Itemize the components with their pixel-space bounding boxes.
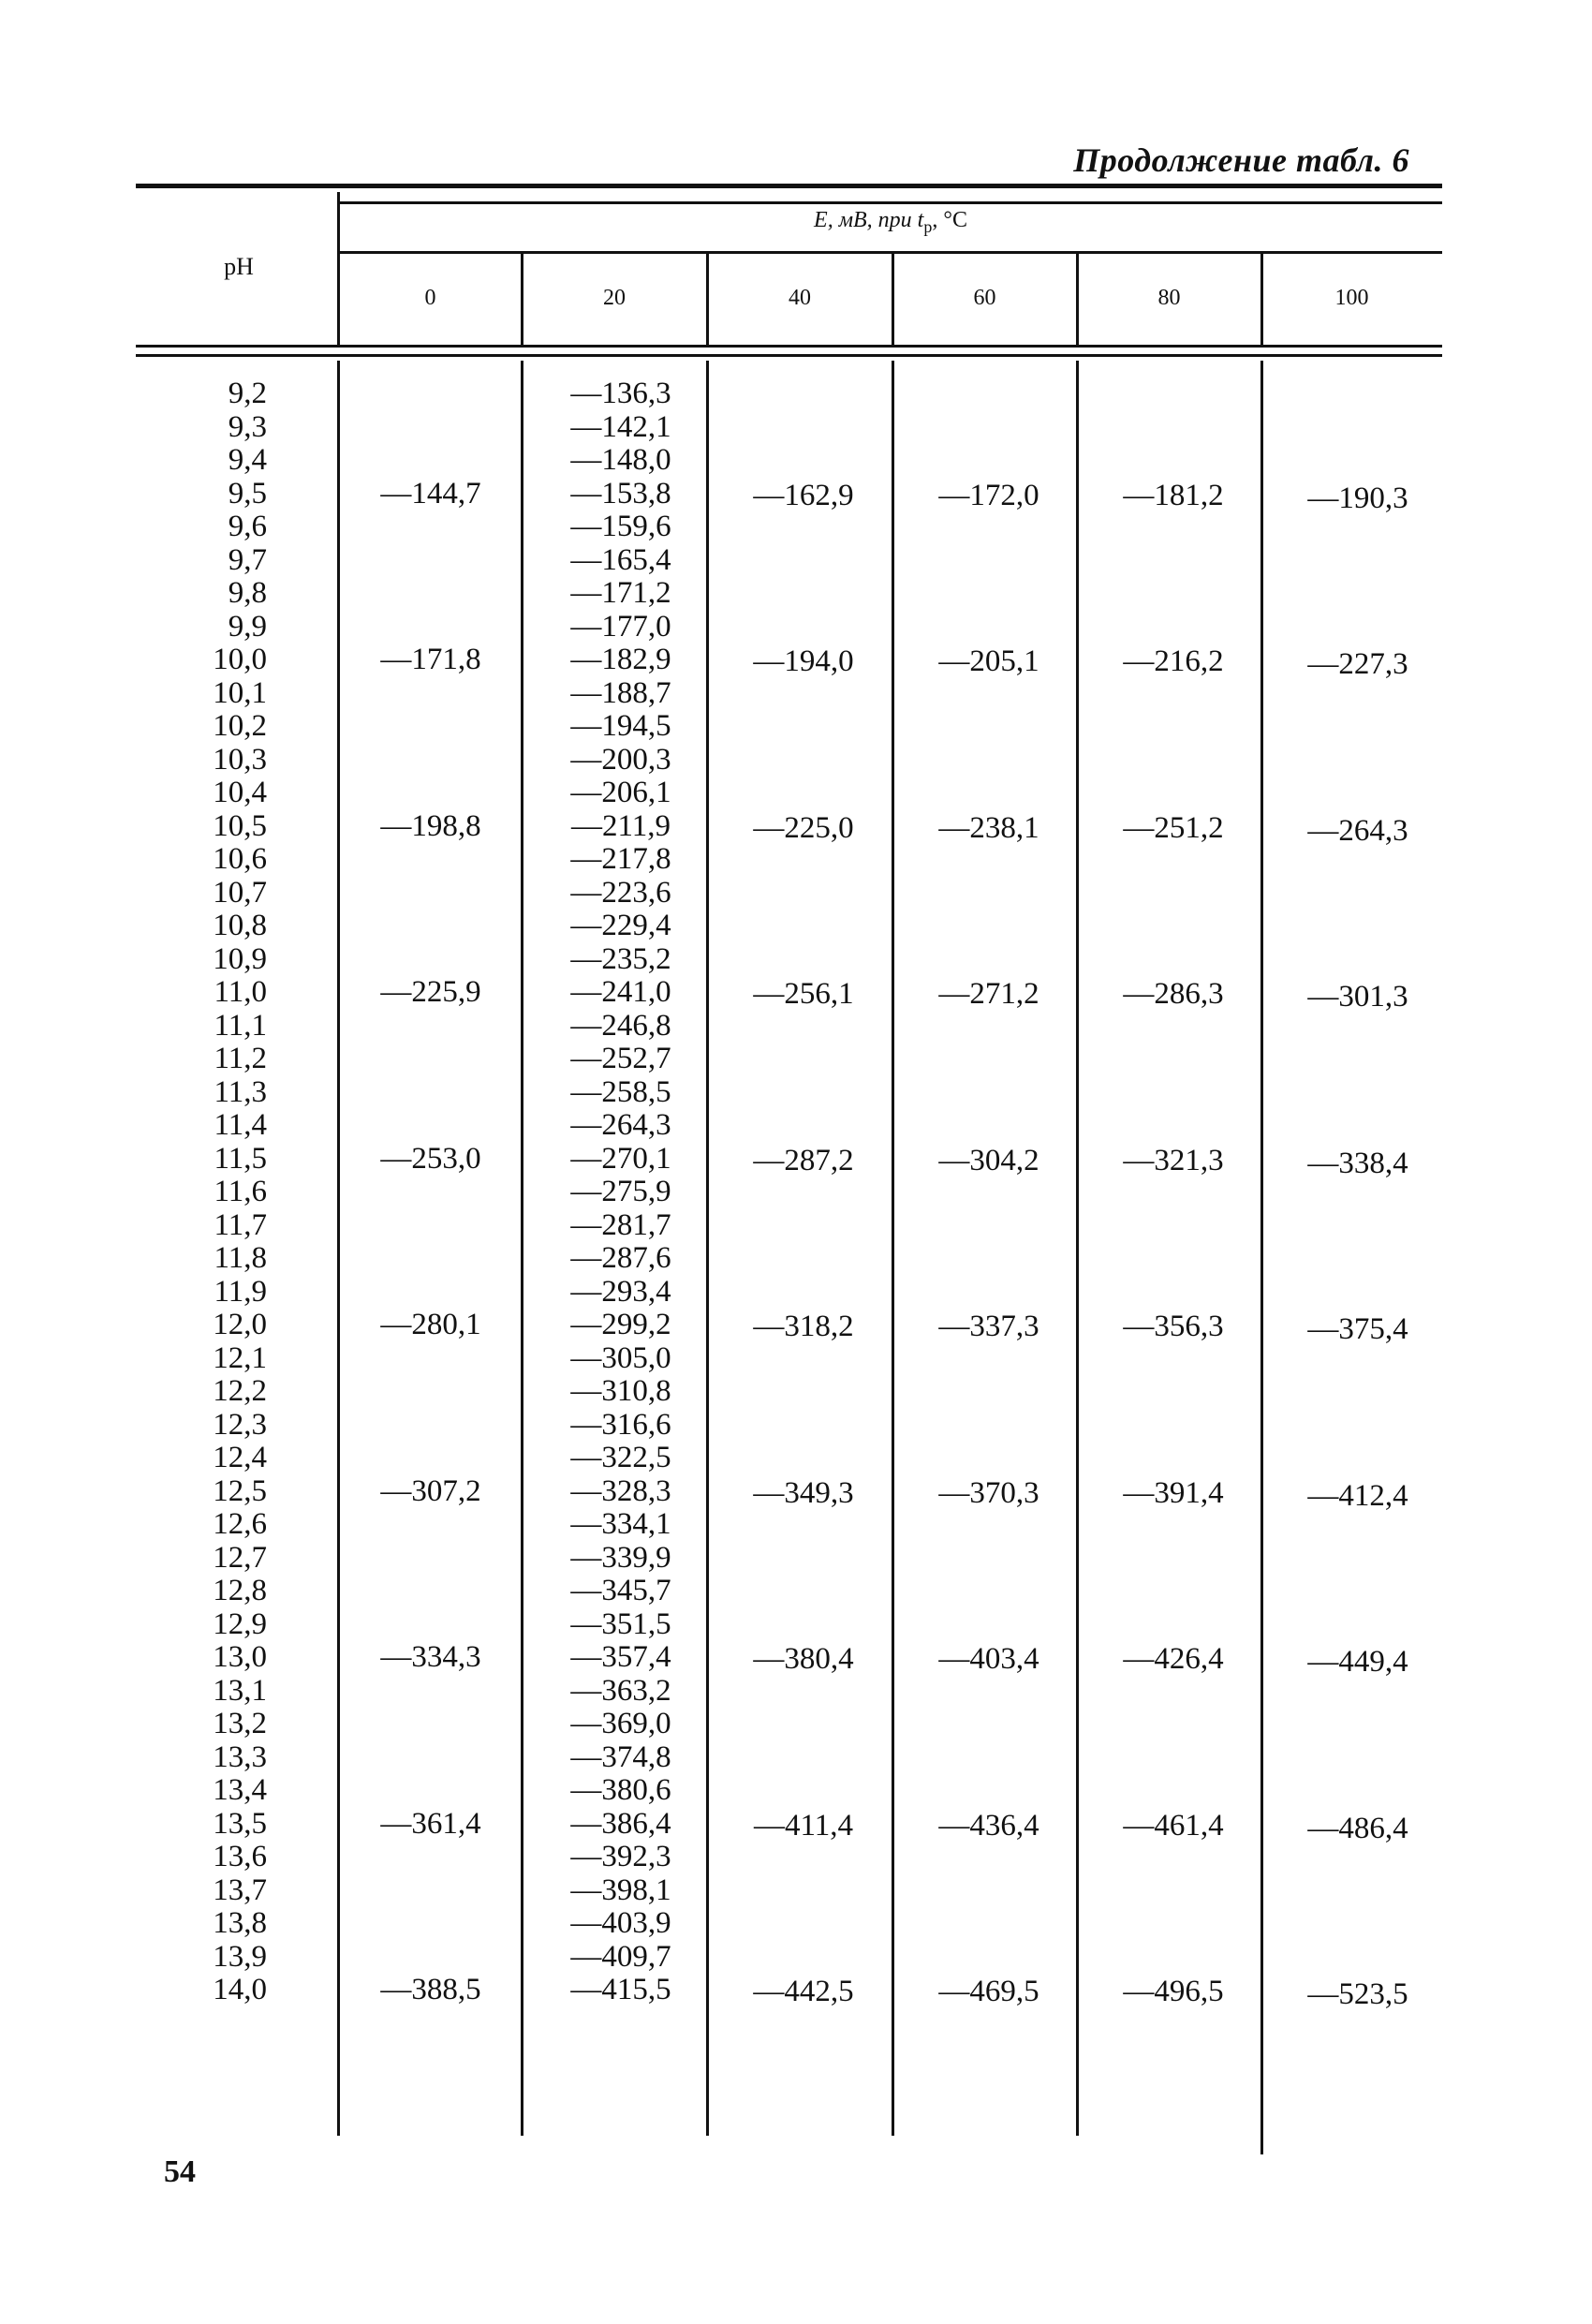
value-60c: —238,1 <box>938 810 1039 845</box>
value-20c: —188,7 <box>570 675 671 710</box>
value-0c: —280,1 <box>380 1308 481 1341</box>
body-separator <box>892 361 894 2136</box>
value-20c: —206,1 <box>570 776 671 809</box>
ph-value: 10,2 <box>213 709 267 743</box>
value-20c: —299,2 <box>570 1308 671 1341</box>
value-80c: —496,5 <box>1123 1975 1224 2008</box>
ph-value: 14,0 <box>213 1973 267 2006</box>
ph-value: 12,9 <box>213 1606 267 1641</box>
value-20c: —386,4 <box>570 1806 671 1841</box>
value-20c: —334,1 <box>570 1507 671 1541</box>
ph-value: 12,3 <box>213 1407 267 1442</box>
value-20c: —223,6 <box>570 875 671 910</box>
value-20c: —403,9 <box>570 1906 671 1940</box>
ph-value: 10,3 <box>213 742 267 777</box>
header-separator <box>892 251 894 345</box>
ph-value: 13,5 <box>213 1806 267 1841</box>
value-40c: —256,1 <box>753 977 854 1011</box>
top-rule <box>136 184 1442 188</box>
value-20c: —339,9 <box>570 1540 671 1575</box>
value-20c: —345,7 <box>570 1574 671 1607</box>
value-20c: —310,8 <box>570 1374 671 1408</box>
header-separator <box>337 192 340 345</box>
value-20c: —182,9 <box>570 643 671 676</box>
value-60c: —337,3 <box>938 1310 1039 1343</box>
value-20c: —148,0 <box>570 443 671 477</box>
value-20c: —392,3 <box>570 1840 671 1873</box>
ph-value: 9,9 <box>228 609 267 644</box>
value-80c: —426,4 <box>1123 1642 1224 1676</box>
ph-value: 12,5 <box>213 1473 267 1508</box>
value-20c: —153,8 <box>570 476 671 511</box>
temperature-header-80: 80 <box>1157 286 1181 310</box>
ph-value: 12,8 <box>213 1574 267 1607</box>
ph-value: 12,4 <box>213 1441 267 1474</box>
value-20c: —316,6 <box>570 1407 671 1442</box>
value-20c: —322,5 <box>570 1441 671 1474</box>
ph-value: 11,7 <box>214 1207 267 1242</box>
ph-header-label: pH <box>224 253 254 280</box>
value-60c: —205,1 <box>938 644 1039 678</box>
ph-value: 10,4 <box>213 776 267 809</box>
header-rule-2 <box>136 354 1442 357</box>
ph-value: 9,7 <box>228 542 267 577</box>
body-separator <box>337 361 340 2136</box>
value-0c: —171,8 <box>380 643 481 676</box>
ph-header <box>140 253 337 281</box>
value-20c: —369,0 <box>570 1707 671 1740</box>
header-separator <box>1260 251 1263 345</box>
value-100c: —264,3 <box>1307 813 1408 848</box>
value-80c: —251,2 <box>1123 810 1224 845</box>
value-80c: —356,3 <box>1123 1310 1224 1343</box>
ph-value: 9,5 <box>228 476 267 511</box>
value-100c: —449,4 <box>1307 1645 1408 1679</box>
ph-value: 13,8 <box>213 1906 267 1940</box>
header-rule-1 <box>136 345 1442 348</box>
value-40c: —194,0 <box>753 644 854 678</box>
ph-value: 9,4 <box>228 443 267 477</box>
value-100c: —301,3 <box>1307 980 1408 1014</box>
value-40c: —380,4 <box>753 1642 854 1676</box>
value-0c: —225,9 <box>380 975 481 1009</box>
header-separator <box>706 251 709 345</box>
value-20c: —281,7 <box>570 1207 671 1242</box>
value-20c: —328,3 <box>570 1473 671 1508</box>
ph-value: 11,2 <box>214 1042 267 1075</box>
value-20c: —305,0 <box>570 1340 671 1375</box>
body-separator <box>521 361 523 2136</box>
value-20c: —264,3 <box>570 1108 671 1142</box>
group-header <box>339 208 1442 237</box>
value-20c: —246,8 <box>570 1008 671 1043</box>
ph-value: 11,0 <box>214 975 267 1009</box>
ph-value: 10,8 <box>213 909 267 942</box>
value-20c: —159,6 <box>570 510 671 543</box>
value-20c: —136,3 <box>570 377 671 410</box>
ph-value: 9,8 <box>228 576 267 610</box>
ph-value: 13,6 <box>213 1840 267 1873</box>
body-separator <box>1076 361 1079 2136</box>
value-40c: —349,3 <box>753 1475 854 1510</box>
value-100c: —375,4 <box>1307 1312 1408 1346</box>
value-100c: —486,4 <box>1307 1811 1408 1845</box>
group-rule-top <box>339 201 1442 204</box>
value-20c: —217,8 <box>570 842 671 876</box>
ph-value: 10,1 <box>213 675 267 710</box>
value-20c: —229,4 <box>570 909 671 942</box>
ph-value: 11,8 <box>214 1241 267 1275</box>
value-80c: —391,4 <box>1123 1475 1224 1510</box>
ph-value: 13,2 <box>213 1707 267 1740</box>
ph-value: 12,0 <box>213 1308 267 1341</box>
ph-value: 13,4 <box>213 1773 267 1807</box>
temperature-header-40: 40 <box>789 286 811 310</box>
value-80c: —461,4 <box>1123 1808 1224 1843</box>
ph-value: 12,2 <box>213 1374 267 1408</box>
ph-value: 9,3 <box>228 409 267 444</box>
value-20c: —351,5 <box>570 1606 671 1641</box>
value-60c: —469,5 <box>938 1975 1039 2008</box>
ph-value: 11,1 <box>214 1008 267 1043</box>
table-caption: Продолжение табл. 6 <box>1073 141 1409 179</box>
value-20c: —165,4 <box>570 542 671 577</box>
ph-value: 11,9 <box>214 1274 267 1309</box>
value-80c: —286,3 <box>1123 977 1224 1011</box>
ph-value: 13,7 <box>213 1873 267 1907</box>
header-separator <box>521 251 523 345</box>
value-20c: —211,9 <box>570 808 671 843</box>
value-0c: —307,2 <box>380 1473 481 1508</box>
ph-value: 9,6 <box>228 510 267 543</box>
value-20c: —363,2 <box>570 1673 671 1708</box>
value-60c: —436,4 <box>938 1808 1039 1843</box>
value-0c: —198,8 <box>380 808 481 843</box>
value-20c: —275,9 <box>570 1175 671 1208</box>
temperature-header-100: 100 <box>1334 286 1369 310</box>
value-60c: —304,2 <box>938 1143 1039 1177</box>
page-number: 54 <box>164 2154 196 2189</box>
value-0c: —361,4 <box>380 1806 481 1841</box>
value-20c: —409,7 <box>570 1939 671 1974</box>
group-header-label: E, мВ, при t <box>814 208 924 232</box>
value-0c: —253,0 <box>380 1141 481 1176</box>
temperature-header-60: 60 <box>973 286 996 310</box>
value-40c: —318,2 <box>753 1310 854 1343</box>
value-0c: —144,7 <box>380 476 481 511</box>
group-header-unit: , °C <box>932 208 967 232</box>
value-100c: —338,4 <box>1307 1146 1408 1180</box>
ph-value: 13,0 <box>213 1640 267 1674</box>
value-60c: —271,2 <box>938 977 1039 1011</box>
ph-value: 11,5 <box>214 1141 267 1176</box>
value-100c: —412,4 <box>1307 1478 1408 1513</box>
group-header-sub: р <box>923 216 933 236</box>
value-80c: —181,2 <box>1123 478 1224 512</box>
value-20c: —177,0 <box>570 609 671 644</box>
value-80c: —216,2 <box>1123 644 1224 678</box>
temperature-header-0: 0 <box>424 286 436 310</box>
value-60c: —370,3 <box>938 1475 1039 1510</box>
value-0c: —334,3 <box>380 1640 481 1674</box>
ph-value: 13,1 <box>213 1673 267 1708</box>
value-0c: —388,5 <box>380 1973 481 2006</box>
ph-value: 11,6 <box>214 1175 267 1208</box>
value-40c: —225,0 <box>753 810 854 845</box>
temperature-header-20: 20 <box>603 286 626 310</box>
body-separator <box>1260 361 1263 2154</box>
ph-value: 10,9 <box>213 941 267 976</box>
ph-value: 13,3 <box>213 1739 267 1774</box>
ph-value: 13,9 <box>213 1939 267 1974</box>
ph-value: 9,2 <box>228 377 267 410</box>
ph-value: 10,6 <box>213 842 267 876</box>
value-100c: —190,3 <box>1307 481 1408 515</box>
value-20c: —171,2 <box>570 576 671 610</box>
value-20c: —200,3 <box>570 742 671 777</box>
value-20c: —194,5 <box>570 709 671 743</box>
ph-value: 10,7 <box>213 875 267 910</box>
value-20c: —270,1 <box>570 1141 671 1176</box>
value-80c: —321,3 <box>1123 1143 1224 1177</box>
group-rule-bottom <box>339 251 1442 254</box>
value-20c: —252,7 <box>570 1042 671 1075</box>
value-20c: —287,6 <box>570 1241 671 1275</box>
value-40c: —162,9 <box>753 478 854 512</box>
value-20c: —241,0 <box>570 975 671 1009</box>
value-20c: —398,1 <box>570 1873 671 1907</box>
value-20c: —415,5 <box>570 1973 671 2006</box>
value-20c: —380,6 <box>570 1773 671 1807</box>
value-20c: —357,4 <box>570 1640 671 1674</box>
value-40c: —442,5 <box>753 1975 854 2008</box>
value-20c: —142,1 <box>570 409 671 444</box>
value-60c: —403,4 <box>938 1642 1039 1676</box>
value-60c: —172,0 <box>938 478 1039 512</box>
ph-value: 12,6 <box>213 1507 267 1541</box>
value-40c: —411,4 <box>753 1808 854 1843</box>
ph-value: 11,4 <box>214 1108 267 1142</box>
value-20c: —293,4 <box>570 1274 671 1309</box>
value-100c: —227,3 <box>1307 647 1408 681</box>
ph-value: 12,7 <box>213 1540 267 1575</box>
value-20c: —235,2 <box>570 941 671 976</box>
value-20c: —374,8 <box>570 1739 671 1774</box>
ph-value: 10,5 <box>213 808 267 843</box>
ph-value: 11,3 <box>214 1074 267 1109</box>
header-separator <box>1076 251 1079 345</box>
ph-value: 10,0 <box>213 643 267 676</box>
value-40c: —287,2 <box>753 1143 854 1177</box>
value-100c: —523,5 <box>1307 1977 1408 2011</box>
value-20c: —258,5 <box>570 1074 671 1109</box>
ph-value: 12,1 <box>213 1340 267 1375</box>
